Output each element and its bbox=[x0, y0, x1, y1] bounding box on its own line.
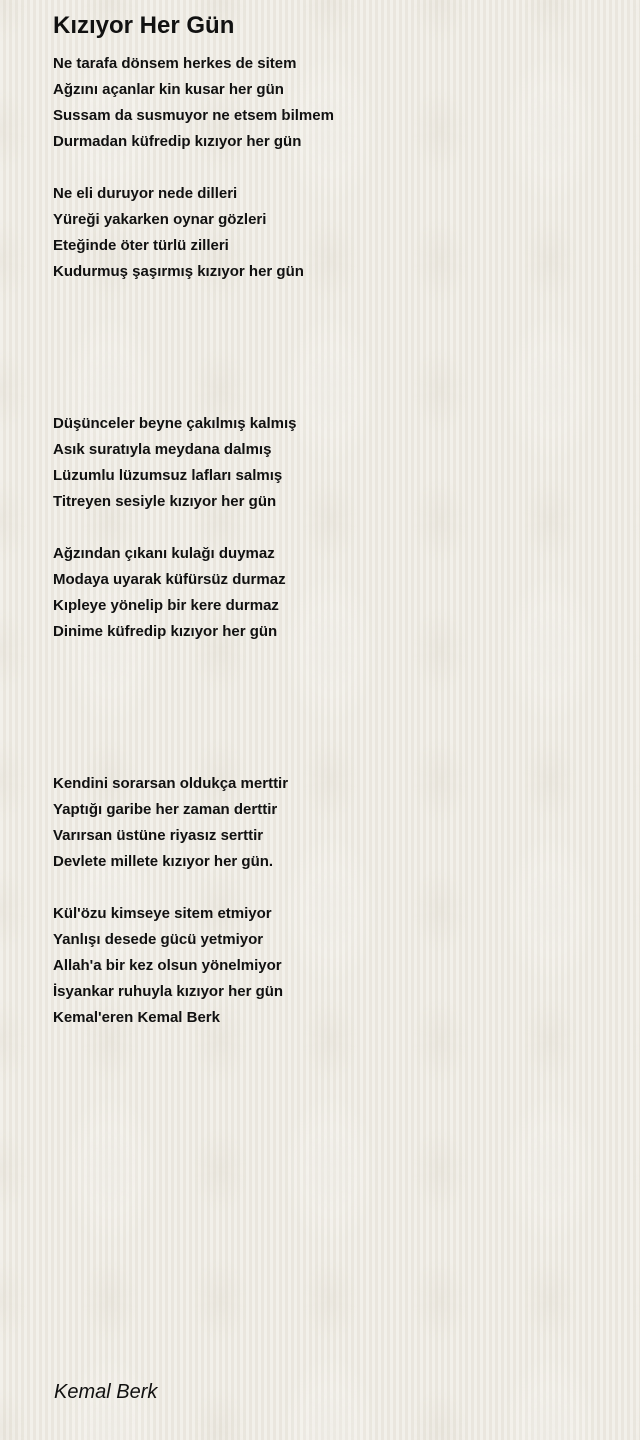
poem-line: Lüzumlu lüzumsuz lafları salmış bbox=[53, 467, 283, 484]
poem-line: Sussam da susmuyor ne etsem bilmem bbox=[53, 107, 334, 124]
poem-line: Yüreği yakarken oynar gözleri bbox=[53, 211, 267, 228]
poem-line: Allah'a bir kez olsun yönelmiyor bbox=[53, 957, 282, 974]
poem-line: Modaya uyarak küfürsüz durmaz bbox=[53, 571, 286, 588]
poem-line: İsyankar ruhuyla kızıyor her gün bbox=[53, 983, 284, 1000]
poem-line: Devlete millete kızıyor her gün. bbox=[53, 853, 274, 870]
poem-line: Dinime küfredip kızıyor her gün bbox=[53, 623, 278, 640]
poem-line: Asık suratıyla meydana dalmış bbox=[53, 441, 272, 458]
poem-title: Kızıyor Her Gün bbox=[53, 12, 235, 39]
poem-line: Ağzını açanlar kin kusar her gün bbox=[53, 81, 284, 98]
poem-line: Ne eli duruyor nede dilleri bbox=[53, 185, 238, 202]
poem-line: Düşünceler beyne çakılmış kalmış bbox=[53, 415, 297, 432]
poem-line: Kendini sorarsan oldukça merttir bbox=[53, 775, 289, 792]
author-name: Kemal Berk bbox=[54, 1381, 158, 1403]
poem-line: Kemal'eren Kemal Berk bbox=[53, 1009, 220, 1026]
poem-line: Varırsan üstüne riyasız serttir bbox=[53, 827, 264, 844]
poem-line: Kıpleye yönelip bir kere durmaz bbox=[53, 597, 279, 614]
poem-line: Yanlışı desede gücü yetmiyor bbox=[53, 931, 264, 948]
poem-line: Kül'özu kimseye sitem etmiyor bbox=[53, 905, 272, 922]
poem-line: Ne tarafa dönsem herkes de sitem bbox=[53, 55, 297, 72]
poem-line: Ağzından çıkanı kulağı duymaz bbox=[53, 545, 275, 562]
poem-line: Titreyen sesiyle kızıyor her gün bbox=[53, 493, 277, 510]
poem-line: Kudurmuş şaşırmış kızıyor her gün bbox=[53, 263, 304, 280]
poem-line: Eteğinde öter türlü zilleri bbox=[53, 237, 229, 254]
poem-line: Yaptığı garibe her zaman derttir bbox=[53, 801, 278, 818]
poem-line: Durmadan küfredip kızıyor her gün bbox=[53, 133, 302, 150]
